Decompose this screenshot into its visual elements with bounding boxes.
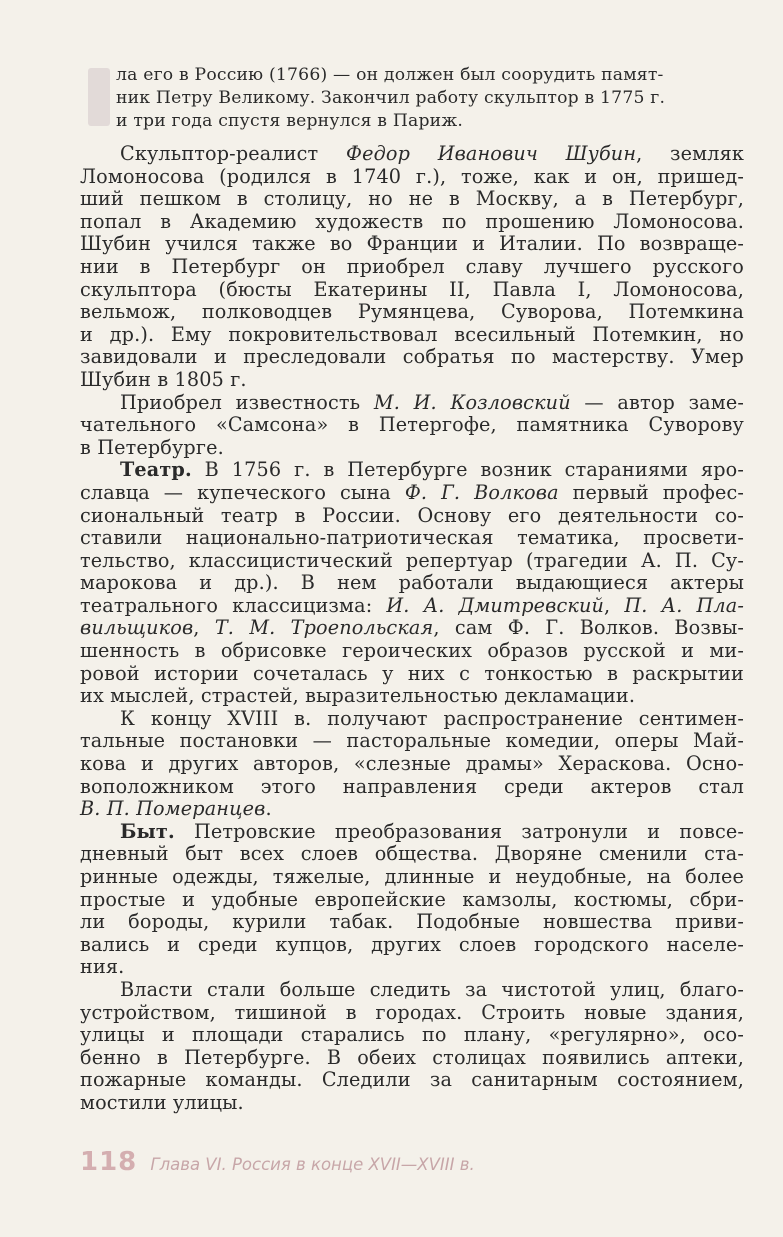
text-line: улицы и площади старались по плану, «регулярно», осо- xyxy=(80,1023,744,1047)
person-name: вильщиков xyxy=(80,616,194,640)
text-line: их мыслей, страстей, выразительностью декламации. xyxy=(80,684,636,708)
text-line: дневный быт всех слоев общества. Дворяне сменили ста- xyxy=(80,842,744,866)
text-line: театрального классицизма: И. А. Дмитревский, П. А. Пла- xyxy=(80,593,745,617)
person-name: В. П. Померанцев xyxy=(80,797,266,821)
text-line: Быт. Петровские преобразования затронули и повсе- xyxy=(120,819,744,843)
main-text xyxy=(80,143,744,1115)
text-line: Шубин в 1805 г. xyxy=(80,367,247,391)
text-line: Скульптор-реалист Федор Иванович Шубин, земляк xyxy=(120,142,744,165)
text-line: завидовали и преследовали собратья по мастерству. Умер xyxy=(80,345,744,369)
text-line: вильщиков, Т. М. Троепольская, сам Ф. Г. Волков. Возвы- xyxy=(80,616,744,640)
page-footer xyxy=(80,1147,475,1177)
text-line: В. П. Померанцев. xyxy=(80,797,272,821)
text-line: тельство, классицистический репертуар (трагедии А. П. Су- xyxy=(80,548,744,572)
text-line: марокова и др.). В нем работали выдающиеся актеры xyxy=(80,571,744,595)
text-line: попал в Академию художеств по прошению Ломоносова. xyxy=(80,209,744,233)
text-line: скульптора (бюсты Екатерины II, Павла I, Ломоносова, xyxy=(80,277,744,301)
text-line: и др.). Ему покровительствовал всесильный Потемкин, но xyxy=(80,322,744,346)
text-line: ринные одежды, тяжелые, длинные и неудобные, на более xyxy=(80,865,744,888)
text-line: Шубин учился также во Франции и Италии. По возвраще- xyxy=(80,232,744,256)
text-line: ставили национально-патриотическая тематика, просвети- xyxy=(80,526,744,550)
text-line: Театр. В 1756 г. в Петербурге возник стараниями яро- xyxy=(120,458,744,482)
intro-line: ник Петру Великому. Закончил работу скульптор в 1775 г. xyxy=(116,88,666,108)
page-number: 118 xyxy=(80,1147,138,1177)
text-line: нии в Петербург он приобрел славу лучшего русского xyxy=(80,254,744,278)
text-line: тальные постановки — пасторальные комедии, оперы Май- xyxy=(80,729,744,753)
person-name: М. И. Козловский xyxy=(373,390,571,414)
text-line: пожарные команды. Следили за санитарным состоянием, xyxy=(80,1068,744,1092)
text-line: кова и других авторов, «слезные драмы» Хераскова. Осно- xyxy=(80,752,744,776)
text-line: Приобрел известность М. И. Козловский — автор заме- xyxy=(120,390,744,414)
text-line: воположником этого направления среди актеров стал xyxy=(80,774,744,798)
person-name: Ф. Г. Волкова xyxy=(404,480,559,504)
text-line: ший пешком в столицу, но не в Москву, а в Петербург, xyxy=(80,187,744,211)
chapter-title: Глава VI. Россия в конце XVII—XVIII в. xyxy=(150,1155,475,1174)
text-line: устройством, тишиной в городах. Строить новые здания, xyxy=(80,1000,744,1024)
text-line: в Петербурге. xyxy=(80,435,224,459)
text-line: Власти стали больше следить за чистотой улиц, благо- xyxy=(120,977,744,1001)
section-heading-theatre: Театр. xyxy=(120,458,192,482)
text-line: ли бороды, курили табак. Подобные новшества приви- xyxy=(80,910,744,934)
person-name: Федор Иванович Шубин xyxy=(346,142,637,165)
intro-line: ла его в Россию (1766) — он должен был соорудить памят- xyxy=(116,65,664,85)
text-line: ровой истории сочеталась у них с тонкостью в раскрытии xyxy=(80,661,744,685)
text-line: Ломоносова (родился в 1740 г.), тоже, как и он, пришед- xyxy=(80,164,744,188)
section-heading-byt: Быт. xyxy=(120,819,175,843)
text-line: мостили улицы. xyxy=(80,1090,244,1114)
text-line: чательного «Самсона» в Петергофе, памятника Суворову xyxy=(80,413,744,437)
text-line: ния. xyxy=(80,955,125,979)
text-line: шенность в обрисовке героических образов русской и ми- xyxy=(80,639,744,663)
text-line: вались и среди купцов, других слоев городского населе- xyxy=(80,932,744,956)
section-marker xyxy=(88,68,110,126)
person-name: Т. М. Троепольская xyxy=(214,616,434,640)
text-line: сиональный театр в России. Основу его деятельности со- xyxy=(80,503,744,527)
text-line: славца — купеческого сына Ф. Г. Волкова первый профес- xyxy=(80,480,744,504)
text-line: вельмож, полководцев Румянцева, Суворова, Потемкина xyxy=(80,300,744,324)
text-line: бенно в Петербурге. В обеих столицах появились аптеки, xyxy=(80,1045,744,1069)
person-name: П. А. Пла- xyxy=(624,593,745,617)
text-line: К концу XVIII в. получают распространение сентимен- xyxy=(120,706,744,730)
intro-line: и три года спустя вернулся в Париж. xyxy=(116,111,464,131)
person-name: И. А. Дмитревский xyxy=(386,593,605,617)
text-line: простые и удобные европейские камзолы, костюмы, сбри- xyxy=(80,887,744,911)
